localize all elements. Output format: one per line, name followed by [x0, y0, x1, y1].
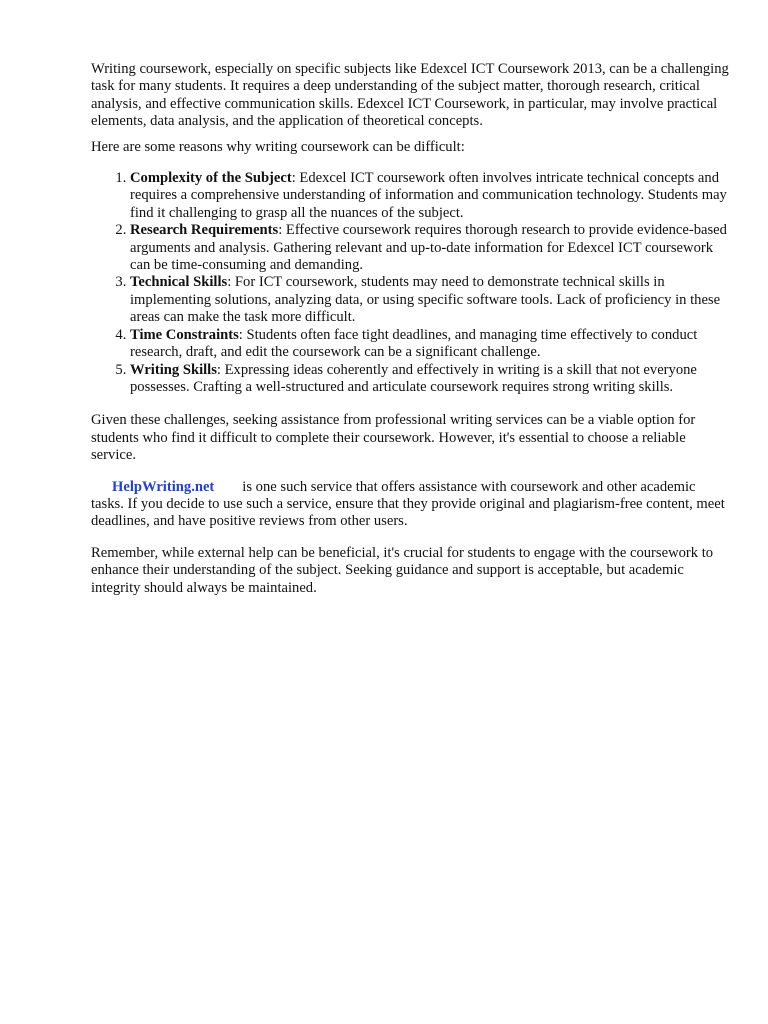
- reason-item: [130, 170, 731, 222]
- reason-title: Time Constraints: [130, 326, 239, 343]
- reason-title: Writing Skills: [130, 361, 217, 378]
- reason-item: [130, 362, 731, 397]
- reason-text: : Effective coursework requires thorough research to provide evidence-based arguments and analysis. Gathering relevant and up-to-date information for Edexcel ICT coursework can be time-consuming and demanding.: [130, 222, 727, 274]
- reason-title: Technical Skills: [130, 274, 228, 291]
- reason-text: : Edexcel ICT coursework often involves intricate technical concepts and requires a comprehensive understanding of information and communication technology. Students may find it challenging to grasp all the nuances of the subject.: [130, 170, 727, 221]
- reason-text: : Students often face tight deadlines, and managing time effectively to conduct research, draft, and edit the coursework can be a significant challenge.: [130, 326, 698, 361]
- reasons-intro-paragraph: Here are some reasons why writing coursework can be difficult:: [91, 138, 465, 155]
- reason-title: Complexity of the Subject: [130, 170, 292, 187]
- reason-title: Research Requirements: [130, 222, 279, 239]
- reasons-list: [91, 170, 731, 396]
- service-paragraph: [91, 479, 731, 531]
- reason-item: [130, 274, 731, 326]
- reason-text: : For ICT coursework, students may need to demonstrate technical skills in implementing solutions, analyzing data, or using specific software tools. Lack of proficiency in these areas can make the task more difficult.: [130, 274, 721, 326]
- helpwriting-link[interactable]: HelpWriting.net: [112, 478, 215, 495]
- reason-text: : Expressing ideas coherently and effectively in writing is a skill that not everyone possesses. Crafting a well-structured and articulate coursework requires strong writing skills.: [130, 361, 697, 395]
- reason-item: [130, 222, 731, 274]
- service-text: is one such service that offers assistance with coursework and other academic tasks. If you decide to use such a service, ensure that they provide original and plagiarism-free content, meet deadlines, and have positive reviews from other users.: [91, 478, 725, 530]
- conclusion-paragraph: Remember, while external help can be beneficial, it's crucial for students to engage with the coursework to enhance their understanding of the subject. Seeking guidance and support is acceptable, but academic integrity should always be maintained.: [91, 544, 714, 596]
- challenges-paragraph: Given these challenges, seeking assistance from professional writing services can be a viable option for students who find it difficult to complete their coursework. However, it's essential to choose a reliable service.: [91, 412, 696, 464]
- intro-paragraph: Writing coursework, especially on specific subjects like Edexcel ICT Coursework 2013, can be a challenging task for many students. It requires a deep understanding of the subject matter, thorough research, critical analysis, and effective communication skills. Edexcel ICT Coursework, in particular, may involve practical elements, data analysis, and the application of theoretical concepts.: [91, 61, 729, 130]
- document-page: [91, 61, 731, 611]
- reason-item: [130, 327, 731, 362]
